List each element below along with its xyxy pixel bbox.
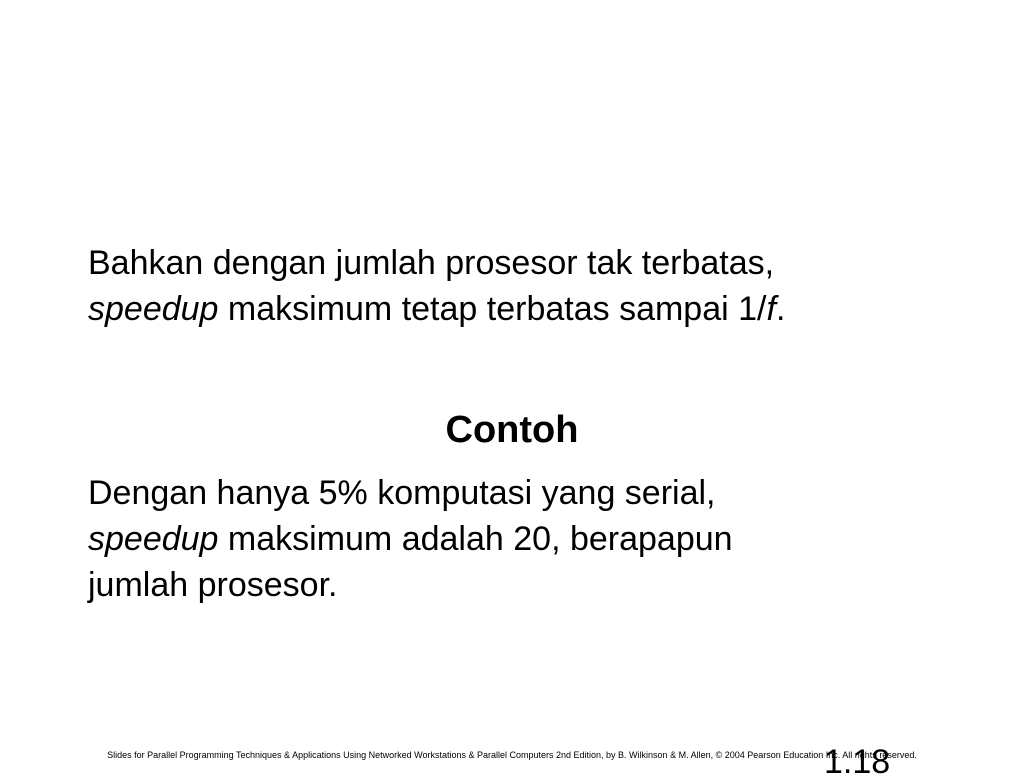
speedup-term: speedup [88,520,219,558]
paragraph-line: jumlah prosesor. [88,566,338,604]
paragraph-period: . [775,290,786,328]
speedup-term: speedup [88,290,219,328]
example-paragraph [88,470,733,608]
variable-f: f [766,290,776,328]
amdahl-limit-paragraph [88,240,785,332]
paragraph-line: Bahkan dengan jumlah prosesor tak terbatas, [88,244,775,282]
example-heading: Contoh [445,409,579,451]
paragraph-line [88,286,785,332]
slide-number: 1.18 [824,743,891,781]
paragraph-line [88,516,733,562]
paragraph-text: maksimum tetap terbatas sampai 1/ [218,290,767,328]
copyright-footer: Slides for Parallel Programming Techniques & Applications Using Networked Workstations & Parallel Computers 2nd Edition, by B. Wilkinson & M. Allen, © 2004 Pearson Education Inc. All rights reserved. [107,750,917,760]
paragraph-text: maksimum adalah 20, berapapun [218,520,733,558]
paragraph-line: Dengan hanya 5% komputasi yang serial, [88,474,716,512]
